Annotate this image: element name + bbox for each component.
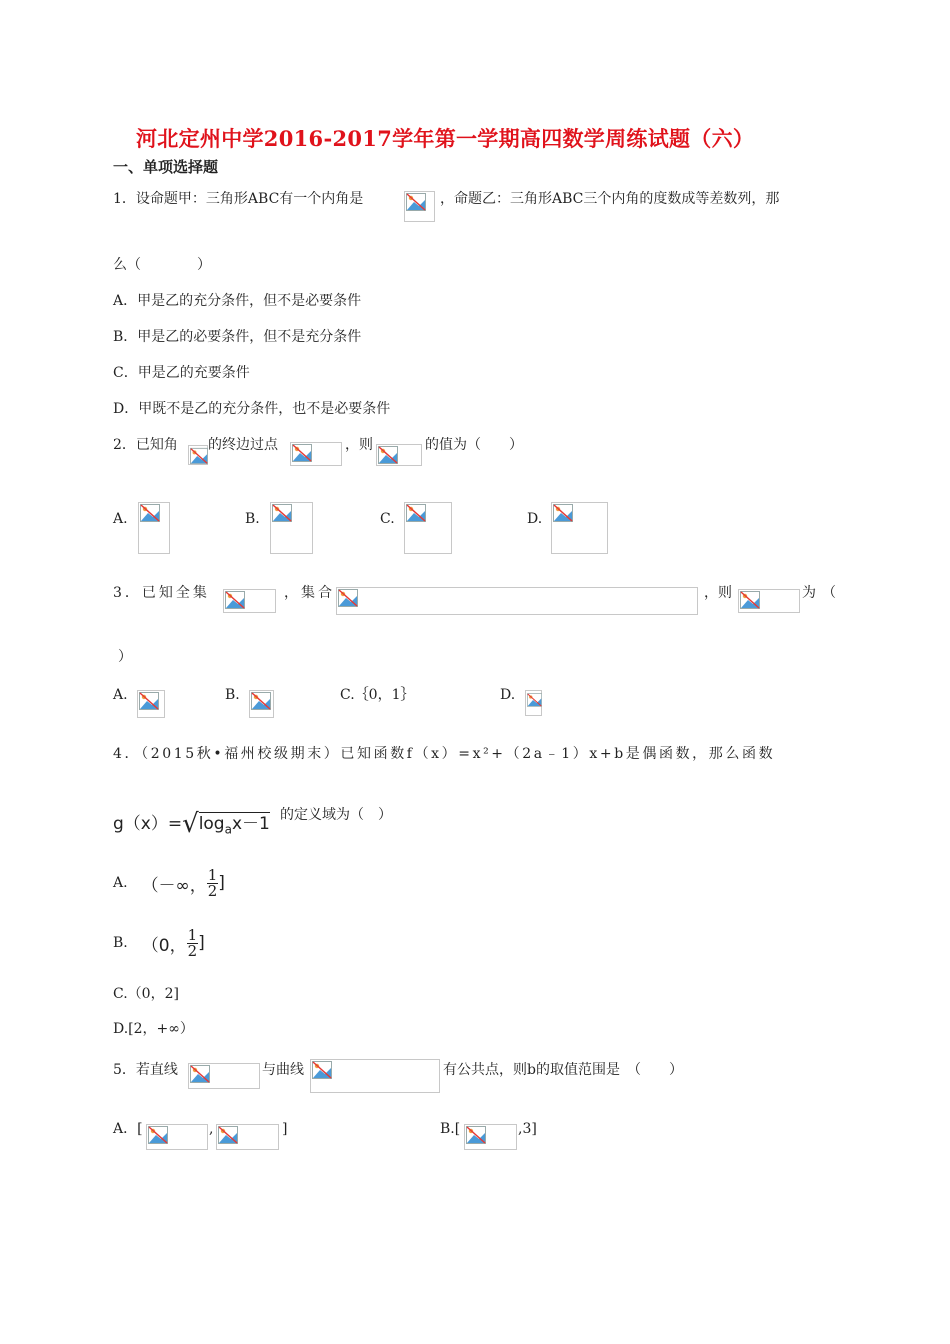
broken-image-icon: [190, 1065, 210, 1083]
q2-expression-image: [376, 444, 422, 466]
q1-stem-part1: 1．设命题甲：三角形ABC有一个内角是: [113, 191, 364, 207]
q3-stem-part3: ，则: [704, 585, 732, 601]
broken-image-icon: [190, 447, 208, 465]
q2-option-a-image: [138, 502, 170, 554]
q2-option-a-label: A.: [113, 511, 128, 527]
q4-option-a-numerator: 1: [207, 865, 218, 884]
q5-option-b-end: ,3]: [518, 1121, 537, 1137]
q4-radicand: [198, 812, 270, 837]
q4-option-b-label: B.: [113, 935, 128, 951]
q3-option-b-label: B.: [225, 687, 240, 703]
q5-option-b-label: B.[: [440, 1121, 461, 1137]
broken-image-icon: [527, 692, 542, 708]
q2-stem-part4: 的值为（ ）: [425, 437, 523, 453]
q4-option-a-left: （－∞，: [141, 875, 207, 896]
q3-complement-image: [738, 589, 800, 613]
q3-stem-part1: 3．已知全集: [113, 585, 210, 601]
q3-option-b-image: [249, 690, 274, 718]
q2-option-b-label: B.: [245, 511, 260, 527]
q5-option-b-image: [464, 1124, 517, 1150]
q5-curve-image: [310, 1059, 440, 1093]
q2-angle-image: [188, 445, 208, 465]
q4-option-b-left: （0，: [141, 935, 187, 956]
q4-g-suffix: 的定义域为（ ）: [280, 807, 392, 823]
q1-option-d: D．甲既不是乙的充分条件，也不是必要条件: [113, 401, 391, 417]
q4-radicand-base: a: [224, 822, 232, 837]
q4-option-a-fraction: [207, 865, 219, 900]
q3-set-image: [336, 587, 698, 615]
q5-option-a-image-1: [146, 1124, 208, 1150]
q4-option-a: [113, 860, 225, 906]
q3-option-d-label: D.: [500, 687, 516, 703]
q4-option-b-denominator: 2: [187, 941, 198, 960]
q3-option-c: C.｛0，1｝: [340, 687, 415, 703]
sqrt-icon: √: [182, 809, 199, 839]
q5-option-a-label: A．[: [113, 1121, 143, 1137]
q2-stem-part2: 的终边过点: [208, 437, 278, 453]
q3-option-a-image: [137, 690, 165, 718]
broken-image-icon: [338, 589, 358, 607]
broken-image-icon: [272, 504, 292, 522]
broken-image-icon: [251, 692, 271, 710]
broken-image-icon: [148, 1126, 168, 1144]
q4-option-b-numerator: 1: [187, 925, 198, 944]
q5-stem-part1: 5．若直线: [113, 1062, 178, 1078]
q5-stem-part2: 与曲线: [262, 1062, 304, 1078]
broken-image-icon: [466, 1126, 486, 1144]
broken-image-icon: [553, 504, 573, 522]
q4-option-b-right: ]: [198, 933, 205, 953]
q4-option-b-fraction: [187, 925, 199, 960]
q2-stem-part3: ，则: [345, 437, 373, 453]
q1-option-b: B．甲是乙的必要条件，但不是充分条件: [113, 329, 362, 345]
q2-option-c-label: C.: [380, 511, 395, 527]
q4-option-a-denominator: 2: [207, 881, 218, 900]
page-title: 河北定州中学2016-2017学年第一学期高四数学周练试题（六）: [136, 126, 755, 151]
q5-stem-part3: 有公共点，则b的取值范围是 （ ）: [443, 1062, 683, 1078]
q4-function-g: [113, 806, 270, 839]
q5-option-a-end: ]: [282, 1121, 288, 1137]
broken-image-icon: [140, 504, 160, 522]
broken-image-icon: [406, 504, 426, 522]
q3-stem-part2: ，集合: [284, 585, 335, 601]
broken-image-icon: [225, 591, 245, 609]
q4-option-c: C.（0，2]: [113, 986, 179, 1002]
q3-option-a-label: A.: [113, 687, 128, 703]
q1-option-a: A．甲是乙的充分条件，但不是必要条件: [113, 293, 362, 309]
q2-point-image: [290, 442, 342, 466]
q4-stem-line1: 4．（2015秋•福州校级期末）已知函数f（x）=x²+（2a﹣1）x+b是偶函数，那么函数: [113, 746, 776, 762]
q2-option-b-image: [270, 502, 313, 554]
q3-stem-part4: 为（: [802, 585, 842, 601]
q5-line-image: [188, 1063, 260, 1089]
broken-image-icon: [406, 193, 426, 211]
q5-option-a-image-2: [216, 1124, 279, 1150]
broken-image-icon: [218, 1126, 238, 1144]
q1-option-c: C．甲是乙的充要条件: [113, 365, 250, 381]
q4-option-d: D.[2，+∞）: [113, 1021, 194, 1037]
broken-image-icon: [378, 446, 398, 464]
q4-option-a-right: ]: [218, 873, 225, 893]
q1-stem-line2: 么（ ）: [113, 257, 211, 273]
q4-g-prefix: g（x）=: [113, 814, 183, 834]
q4-option-b: [113, 920, 205, 966]
q4-option-a-label: A.: [113, 875, 128, 891]
broken-image-icon: [740, 591, 760, 609]
q3-stem-line2: ）: [118, 649, 132, 665]
q1-stem-part2: ，命题乙：三角形ABC三个内角的度数成等差数列，那: [440, 191, 780, 207]
q5-option-a-comma: ,: [209, 1121, 214, 1137]
broken-image-icon: [139, 692, 159, 710]
broken-image-icon: [312, 1061, 332, 1079]
q3-universal-set-image: [223, 589, 276, 613]
q3-option-d-image: [525, 690, 542, 716]
q4-radicand-log: log: [198, 814, 225, 834]
section-heading: 一、单项选择题: [113, 158, 219, 176]
q2-option-d-label: D.: [527, 511, 543, 527]
q2-option-d-image: [551, 502, 608, 554]
q2-stem-part1: 2．已知角: [113, 437, 178, 453]
q4-radicand-rest: x－1: [231, 814, 270, 834]
q1-formula-image: [404, 191, 435, 222]
q2-option-c-image: [404, 502, 452, 554]
broken-image-icon: [292, 444, 312, 462]
